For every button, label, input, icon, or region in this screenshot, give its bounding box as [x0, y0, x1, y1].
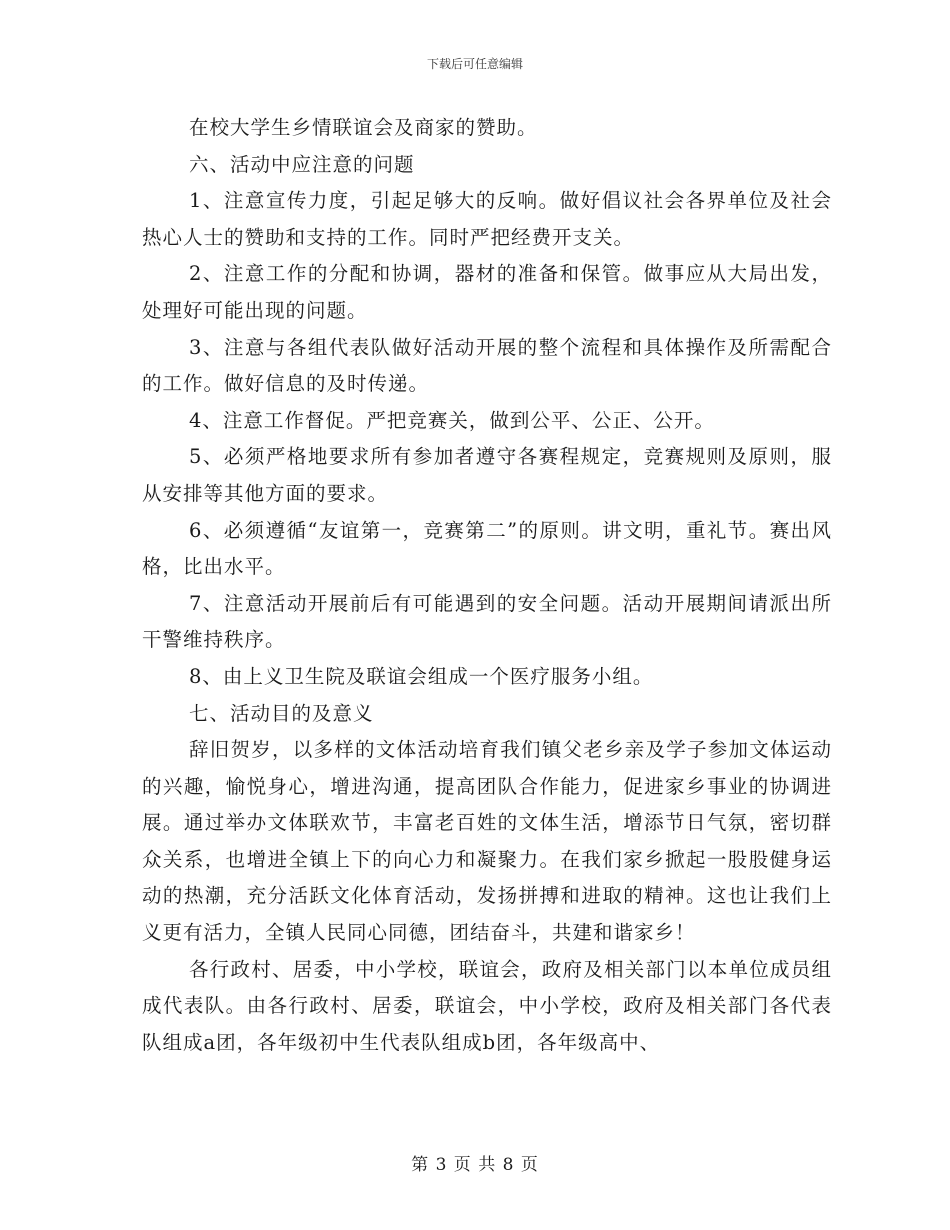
paragraph: 3、注意与各组代表队做好活动开展的整个流程和具体操作及所需配合的工作。做好信息的及时传递。 [142, 335, 832, 396]
paragraph: 在校大学生乡情联谊会及商家的赞助。 [189, 116, 538, 139]
paragraph: 2、注意工作的分配和协调，器材的准备和保管。做事应从大局出发，处理好可能出现的问题。 [142, 262, 832, 322]
paragraph: 8、由上义卫生院及联谊会组成一个医疗服务小组。 [189, 664, 654, 688]
paragraph: 各行政村、居委，中小学校，联谊会，政府及相关部门以本单位成员组成代表队。由各行政村、居委，联谊会，中小学校，政府及相关部门各代表队组成a团，各年级初中生代表队组成b团，各年级高中、 [142, 957, 832, 1054]
paragraph: 6、必须遵循“友谊第一，竞赛第二”的原则。讲文明，重礼节。赛出风格，比出水平。 [142, 518, 832, 579]
paragraph: 7、注意活动开展前后有可能遇到的安全问题。活动开展期间请派出所干警维持秩序。 [142, 591, 832, 652]
section-heading: 七、活动目的及意义 [189, 701, 374, 725]
paragraph: 辞旧贺岁，以多样的文体活动培育我们镇父老乡亲及学子参加文体运动的兴趣，愉悦身心，增进沟通，提高团队合作能力，促进家乡事业的协调进展。通过举办文体联欢节，丰富老百姓的文体生活，增添节日气氛，密切群众关系，也增进全镇上下的向心力和凝聚力。在我们家乡掀起一股股健身运动的热潮，充分活跃文化体育活动，发扬拼搏和进取的精神。这也让我们上义更有活力，全镇人民同心同德，团结奋斗，共建和谐家乡！ [142, 738, 832, 945]
paragraph: 1、注意宣传力度，引起足够大的反响。做好倡议社会各界单位及社会热心人士的赞助和支持的工作。同时严把经费开支关。 [142, 189, 832, 249]
paragraph: 4、注意工作督促。严把竞赛关，做到公平、公正、公开。 [189, 408, 715, 432]
document-body [142, 110, 832, 1061]
page-header: 下载后可任意编辑 [426, 57, 523, 71]
paragraph: 5、必须严格地要求所有参加者遵守各赛程规定，竞赛规则及原则，服从安排等其他方面的要求。 [142, 445, 832, 505]
page-footer: 第 3 页 共 8 页 [411, 1155, 539, 1175]
section-heading: 六、活动中应注意的问题 [189, 152, 415, 176]
